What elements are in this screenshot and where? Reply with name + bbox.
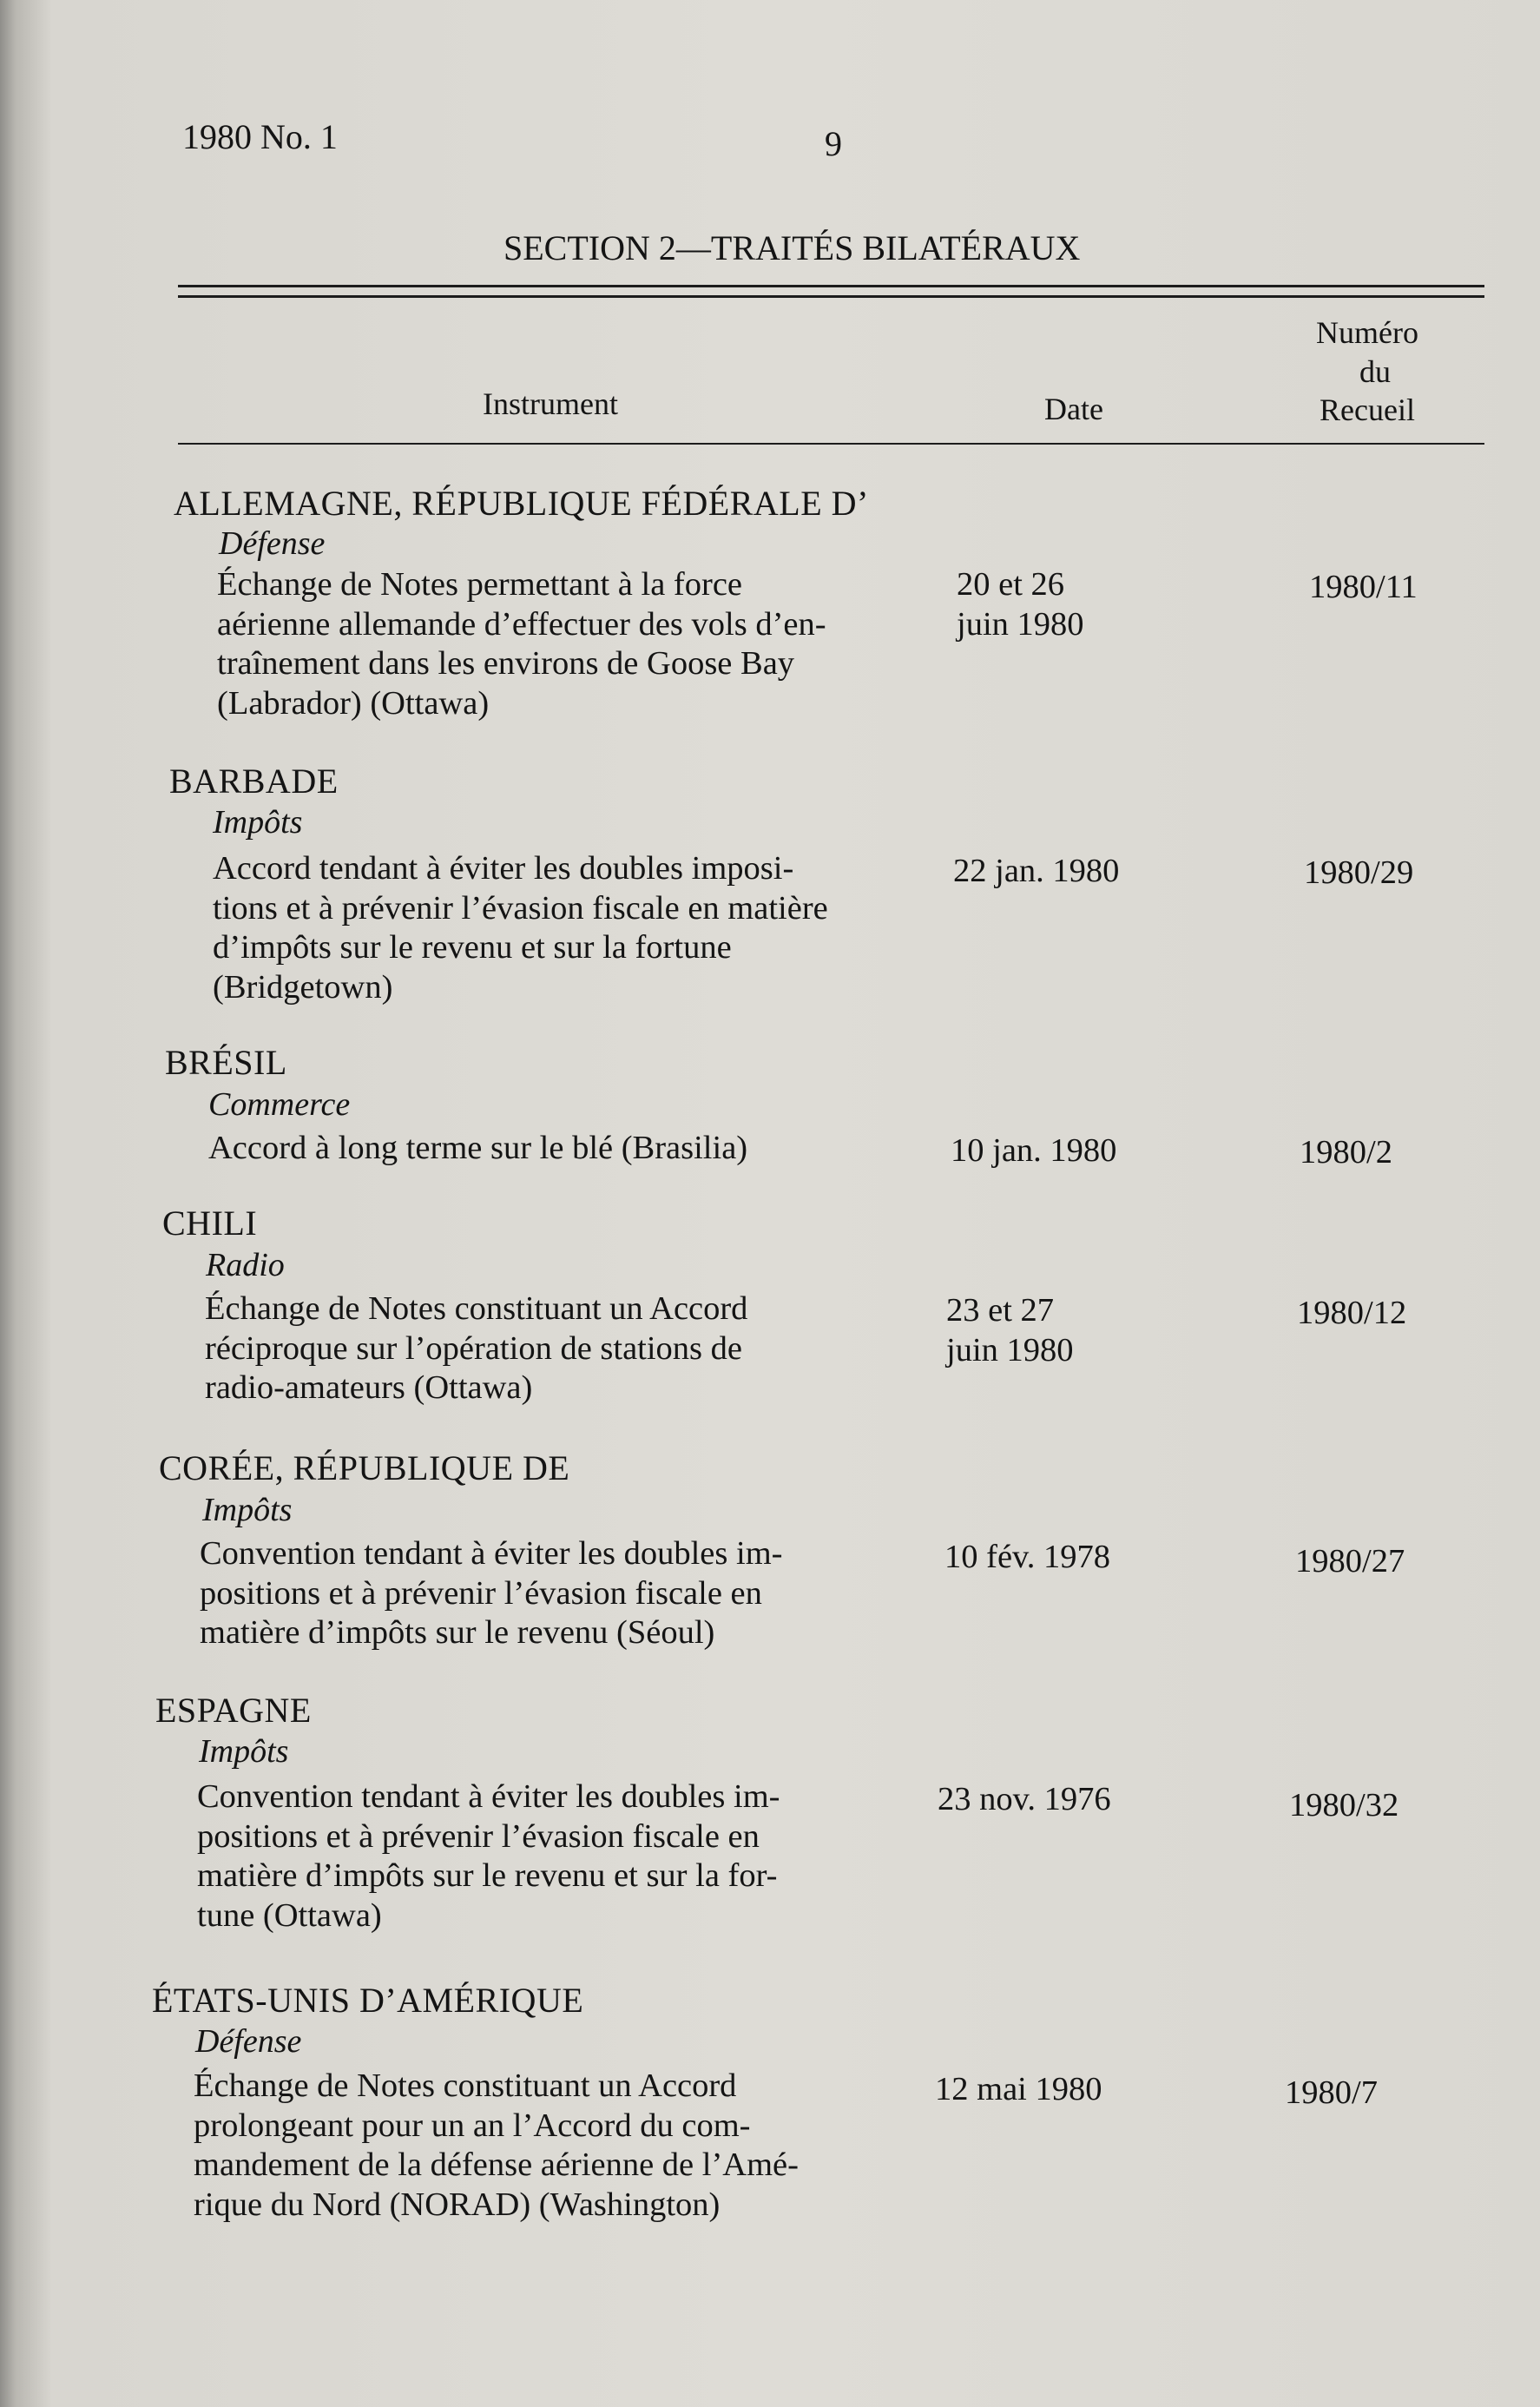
column-header-numero: Numéro bbox=[1316, 315, 1418, 350]
country-name: CHILI bbox=[162, 1204, 258, 1243]
recueil-number: 1980/27 bbox=[1295, 1543, 1405, 1579]
instrument-description: Convention tendant à éviter les doubles im- positions et à prévenir l’évasion fiscale en matière d’impôts sur le revenu et sur la for- tune (Ottawa) bbox=[197, 1778, 780, 1934]
recueil-number: 1980/12 bbox=[1297, 1295, 1407, 1331]
treaty-date: 23 et 27 juin 1980 bbox=[946, 1292, 1074, 1368]
treaty-date: 20 et 26 juin 1980 bbox=[957, 566, 1084, 643]
treaty-date: 10 fév. 1978 bbox=[944, 1539, 1111, 1575]
subject-heading: Impôts bbox=[202, 1492, 293, 1528]
recueil-number: 1980/2 bbox=[1300, 1134, 1392, 1171]
recueil-number: 1980/29 bbox=[1304, 854, 1414, 891]
header-rule-bottom bbox=[178, 443, 1484, 445]
page-number: 9 bbox=[825, 124, 842, 163]
instrument-description: Échange de Notes constituant un Accord réciproque sur l’opération de stations de radio-amateurs (Ottawa) bbox=[205, 1290, 748, 1406]
instrument-description: Échange de Notes permettant à la force aérienne allemande d’effectuer des vols d’en- traînement dans les environs de Goose Bay (Labrador) (Ottawa) bbox=[217, 566, 826, 722]
subject-heading: Commerce bbox=[208, 1086, 351, 1123]
country-name: ALLEMAGNE, RÉPUBLIQUE FÉDÉRALE D’ bbox=[174, 484, 869, 523]
column-header-instrument: Instrument bbox=[483, 386, 618, 421]
treaty-date: 23 nov. 1976 bbox=[938, 1781, 1111, 1817]
subject-heading: Impôts bbox=[199, 1733, 289, 1770]
header-rule-top bbox=[178, 285, 1484, 287]
subject-heading: Défense bbox=[195, 2023, 302, 2060]
header-rule-top-double bbox=[178, 295, 1484, 298]
country-name: BRÉSIL bbox=[165, 1043, 287, 1082]
issue-label: 1980 No. 1 bbox=[182, 117, 338, 156]
instrument-description: Accord tendant à éviter les doubles imposi- tions et à prévenir l’évasion fiscale en matière d’impôts sur le revenu et sur la fortune (Bridgetown) bbox=[213, 850, 828, 1006]
treaty-date: 12 mai 1980 bbox=[935, 2071, 1102, 2107]
column-header-recueil: Recueil bbox=[1320, 392, 1415, 427]
section-title: SECTION 2—TRAITÉS BILATÉRAUX bbox=[503, 228, 1081, 267]
country-name: BARBADE bbox=[169, 762, 339, 801]
instrument-description: Échange de Notes constituant un Accord prolongeant pour un an l’Accord du com- mandement de la défense aérienne de l’Amé- rique du Nord (NORAD) (Washington) bbox=[194, 2067, 799, 2223]
recueil-number: 1980/11 bbox=[1309, 569, 1418, 605]
country-name: ESPAGNE bbox=[155, 1691, 312, 1730]
subject-heading: Impôts bbox=[213, 804, 303, 841]
treaty-date: 10 jan. 1980 bbox=[951, 1132, 1117, 1169]
column-header-du: du bbox=[1359, 354, 1391, 389]
country-name: CORÉE, RÉPUBLIQUE DE bbox=[159, 1448, 570, 1487]
instrument-description: Convention tendant à éviter les doubles im- positions et à prévenir l’évasion fiscale en matière d’impôts sur le revenu (Séoul) bbox=[200, 1535, 783, 1651]
instrument-description: Accord à long terme sur le blé (Brasilia) bbox=[208, 1130, 748, 1166]
recueil-number: 1980/32 bbox=[1289, 1787, 1399, 1823]
recueil-number: 1980/7 bbox=[1285, 2074, 1378, 2111]
treaty-date: 22 jan. 1980 bbox=[953, 853, 1120, 889]
subject-heading: Radio bbox=[206, 1247, 285, 1283]
column-header-date: Date bbox=[1044, 392, 1103, 426]
country-name: ÉTATS-UNIS D’AMÉRIQUE bbox=[152, 1981, 584, 2020]
subject-heading: Défense bbox=[219, 525, 326, 562]
